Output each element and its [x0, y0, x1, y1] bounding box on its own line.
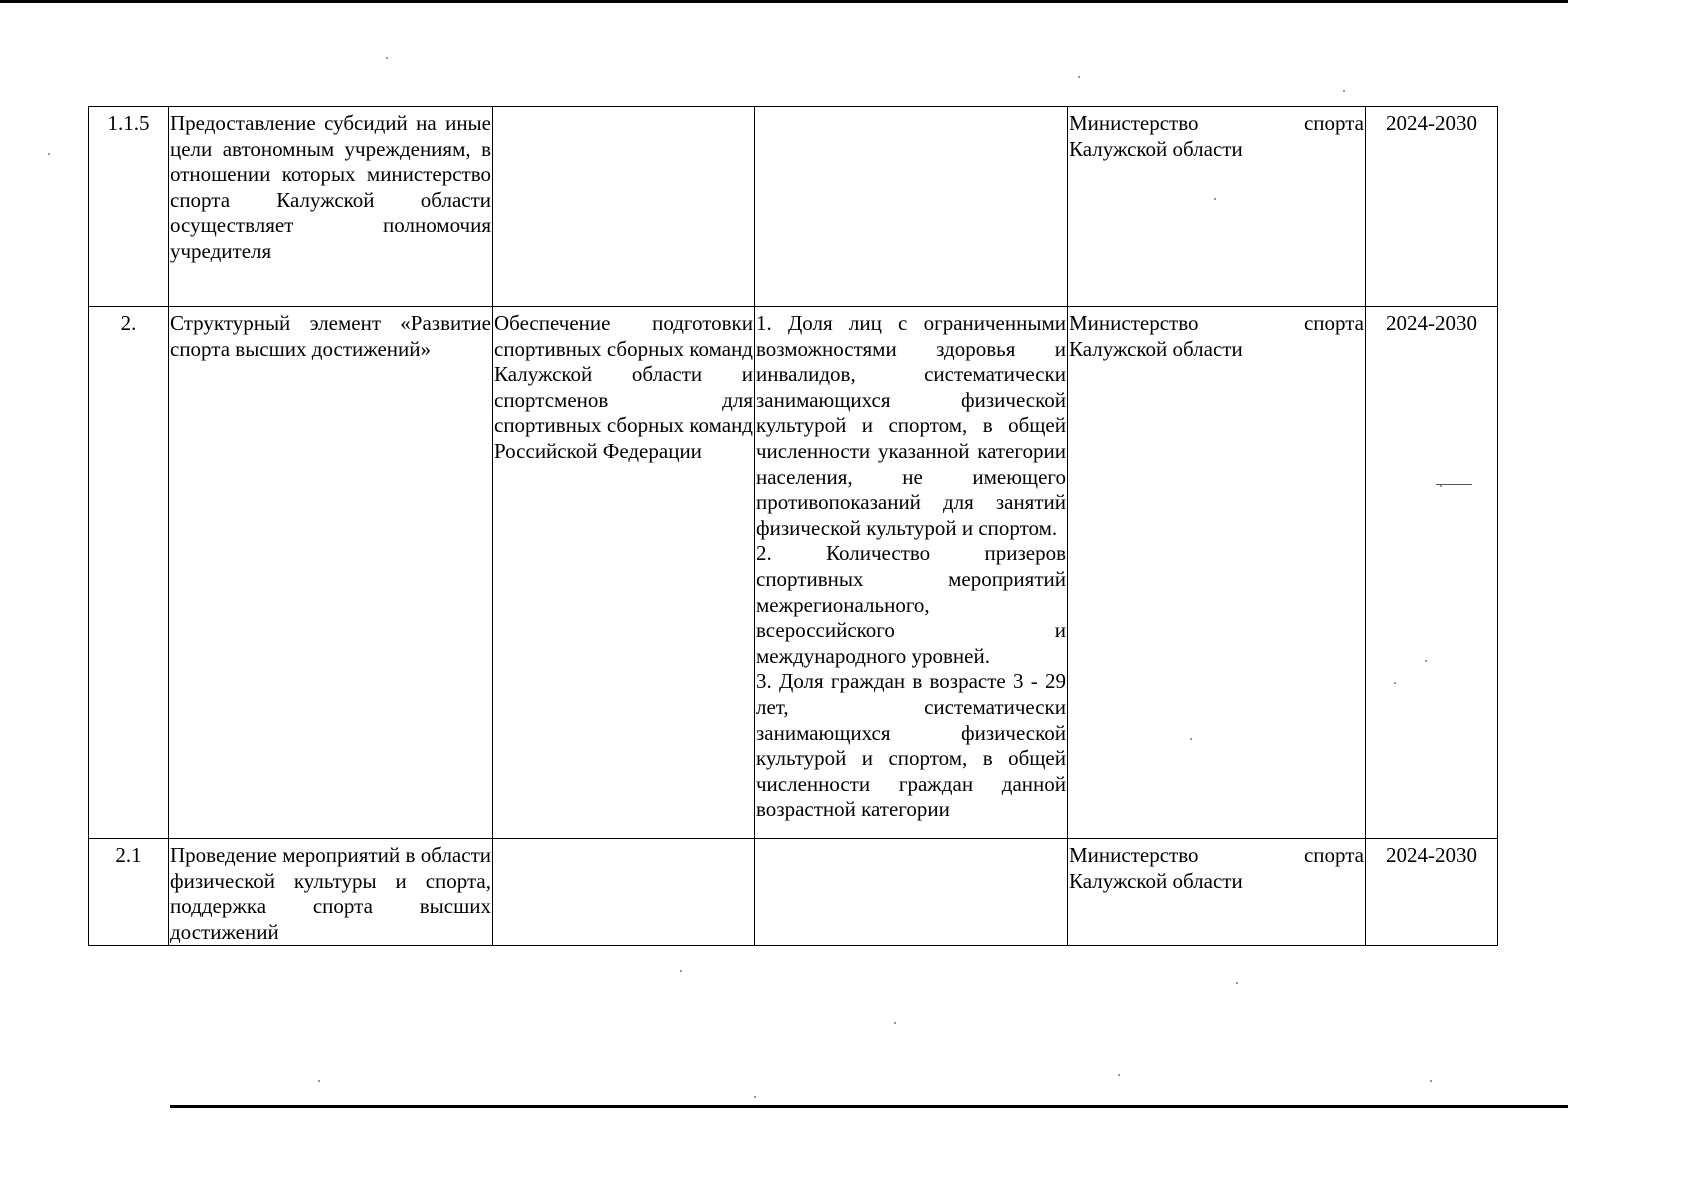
- scan-speck: [386, 57, 388, 59]
- scan-speck: [48, 153, 50, 155]
- activity-indicators: [755, 839, 1068, 946]
- activity-name-text: Структурный элемент «Развитие спорта высших достижений»: [170, 311, 491, 361]
- table-row: [89, 107, 1498, 307]
- activity-executor: [1068, 307, 1366, 839]
- activity-executor-text: Министерство спорта Калужской области: [1069, 311, 1364, 361]
- row-number: 2.: [89, 307, 169, 839]
- activity-name: [169, 107, 493, 307]
- scan-speck: [1236, 982, 1238, 984]
- activity-task: [493, 107, 755, 307]
- indicator-item: 3. Доля граждан в возрасте 3 - 29 лет, систематически занимающихся физической культурой и спортом, в общей численности граждан данной возрастной категории: [756, 669, 1066, 822]
- activity-period: 2024-2030: [1366, 839, 1498, 946]
- scan-speck: [1425, 660, 1427, 662]
- activity-executor: [1068, 839, 1366, 946]
- activity-name: [169, 839, 493, 946]
- scan-bottom-edge: [170, 1105, 1568, 1108]
- activity-name-text: Проведение мероприятий в области физической культуры и спорта, поддержка спорта высших достижений: [170, 843, 491, 944]
- indicator-item: 1. Доля лиц с ограниченными возможностями здоровья и инвалидов, систематически занимающихся физической культурой и спортом, в общей численности указанной категории населения, не имеющего противопоказаний для занятий физической культурой и спортом.: [756, 311, 1066, 540]
- activity-name: [169, 307, 493, 839]
- scan-speck: [1394, 682, 1396, 684]
- scan-speck: [1440, 485, 1442, 487]
- scan-speck: [318, 1080, 320, 1082]
- table-row: [89, 307, 1498, 839]
- scan-speck: [1118, 1074, 1120, 1076]
- activity-period: 2024-2030: [1366, 107, 1498, 307]
- activity-indicators: [755, 107, 1068, 307]
- scan-speck: [1430, 1080, 1432, 1082]
- activity-task: [493, 307, 755, 839]
- scan-mark: [1436, 484, 1472, 485]
- row-number: 2.1: [89, 839, 169, 946]
- scan-speck: [1078, 76, 1080, 78]
- scan-speck: [680, 970, 682, 972]
- scan-speck: [1343, 90, 1345, 92]
- activity-name-text: Предоставление субсидий на иные цели автономным учреждениям, в отношении которых министерство спорта Калужской области осуществляет полномочия учредителя: [170, 111, 491, 263]
- activity-executor-text: Министерство спорта Калужской области: [1069, 843, 1364, 893]
- row-number: 1.1.5: [89, 107, 169, 307]
- scan-speck: [894, 1022, 896, 1024]
- activity-task-text: Обеспечение подготовки спортивных сборных команд Калужской области и спортсменов для спортивных сборных команд Российской Федерации: [494, 311, 753, 463]
- activity-indicators: [755, 307, 1068, 839]
- scan-speck: [754, 1096, 756, 1098]
- activity-executor: [1068, 107, 1366, 307]
- program-activities-table: [88, 106, 1498, 946]
- activity-executor-text: Министерство спорта Калужской области: [1069, 111, 1364, 161]
- scan-speck: [1190, 738, 1192, 740]
- table-row: [89, 839, 1498, 946]
- scan-top-edge: [0, 0, 1568, 3]
- scan-speck: [1214, 198, 1216, 200]
- indicator-item: 2. Количество призеров спортивных мероприятий межрегионального, всероссийского и международного уровней.: [756, 541, 1066, 668]
- activity-period: 2024-2030: [1366, 307, 1498, 839]
- activity-task: [493, 839, 755, 946]
